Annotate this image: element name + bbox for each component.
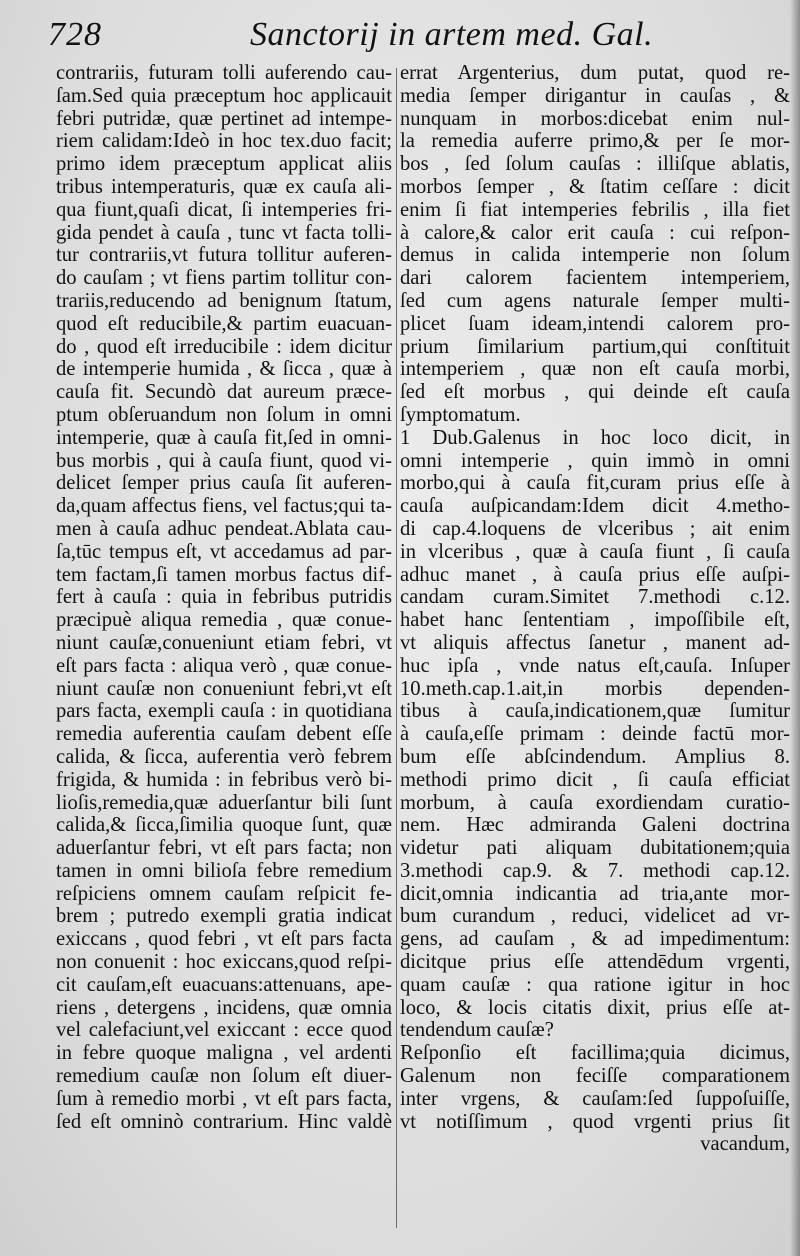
text-line: cauſa auſpicandam:Idem dicit 4.metho- xyxy=(400,495,790,518)
text-line: riem calidam:Ideò in hoc tex.duo facit; xyxy=(56,130,392,153)
text-line: tamen in omni bilioſa febre remedium xyxy=(56,859,392,882)
text-line: vt notiſſimum , quod vrgenti prius ſit xyxy=(400,1110,790,1133)
text-line: da,quam affectus fiens, vel factus;qui ta- xyxy=(56,495,392,518)
text-line: Galenum non feciſſe comparationem xyxy=(400,1065,790,1088)
text-line: in vlceribus , quæ à cauſa fiunt , ſi cauſa xyxy=(400,540,790,563)
text-line: vt aliquis affectus ſanetur , manent ad- xyxy=(400,631,790,654)
text-line: remedium cauſæ non ſolum eſt diuer- xyxy=(56,1065,392,1088)
text-line: plicet ſuam ideam,intendi calorem pro- xyxy=(400,312,790,335)
text-line: febri putridæ, quæ pertinet ad intempe- xyxy=(56,107,392,130)
text-line: cauſa fit. Secundò dat aureum præce- xyxy=(56,381,392,404)
text-line: do cauſam ; vt fiens partim tollitur con- xyxy=(56,267,392,290)
text-line: ſed eſt omninò contrarium. Hinc valdè xyxy=(56,1110,392,1133)
text-line: reſpiciens omnem cauſam reſpicit fe- xyxy=(56,882,392,905)
text-line: Reſponſio eſt facillima;quia dicimus, xyxy=(400,1042,790,1065)
text-line: enim ſi fiat intemperies febrilis , illa fiet xyxy=(400,198,790,221)
column-divider xyxy=(396,68,397,1228)
text-line: videtur pati aliquam dubitationem;quia xyxy=(400,837,790,860)
text-line: ſymptomatum. xyxy=(400,403,521,426)
text-line: bum eſſe abſcindendum. Amplius 8. xyxy=(400,745,790,768)
text-line: media ſemper dirigantur in cauſas , & xyxy=(400,84,790,107)
text-line: cit cauſam,eſt euacuans:attenuans, ape- xyxy=(56,973,392,996)
text-line: vacandum, xyxy=(700,1133,790,1156)
text-line: bum curandum , reduci, videlicet ad vr- xyxy=(400,905,790,928)
text-line: non conuenit : hoc exiccans,quod reſpi- xyxy=(56,951,392,974)
text-line: ſed eſt morbus , qui deinde eſt cauſa xyxy=(400,381,790,404)
text-line: methodi primo dicit , ſi cauſa efficiat xyxy=(400,768,790,791)
text-line: calida,& ſicca,ſimilia quoque ſunt, quæ xyxy=(56,814,392,837)
text-line: demus in calida intemperie non ſolum xyxy=(400,244,790,267)
text-line: quod eſt reducibile,& partim euacuan- xyxy=(56,312,392,335)
text-line: bos , ſed ſolum cauſas : illiſque ablatis, xyxy=(400,153,790,176)
text-line: trariis,reducendo ad benignum ſtatum, xyxy=(56,289,392,312)
text-line: à cauſa,eſſe primam : deinde factū mor- xyxy=(400,723,790,746)
text-line: inter vrgens, & cauſam:ſed ſuppoſuiſſe, xyxy=(400,1087,790,1110)
text-line: pars facta, exempli cauſa : in quotidiana xyxy=(56,700,392,723)
text-line: tem factam,ſi tamen morbus factus dif- xyxy=(56,563,392,586)
running-title: Sanctorij in artem med. Gal. xyxy=(250,16,654,53)
text-line: dicit,omnia indicantia ad tria,ante mor- xyxy=(400,882,790,905)
text-line: aduerſantur febri, vt eſt pars facta; non xyxy=(56,837,392,860)
text-line: frigida, & humida : in febribus verò bi- xyxy=(56,768,392,791)
text-line: dari calorem facientem intemperiem, xyxy=(400,267,790,290)
text-line: eſt pars facta : aliqua verò , quæ conue- xyxy=(56,654,392,677)
page-edge-shadow xyxy=(790,0,800,1256)
text-line: prium ſimilarium partium,qui conſtituit xyxy=(400,335,790,358)
text-line: candam curam.Simitet 7.methodi c.12. xyxy=(400,586,790,609)
text-line: gens, ad cauſam , & ad impedimentum: xyxy=(400,928,790,951)
text-line: 10.meth.cap.1.ait,in morbis dependen- xyxy=(400,677,790,700)
text-line: tribus intemperaturis, quæ ex cauſa ali- xyxy=(56,175,392,198)
text-line: habet hanc ſententiam , impoſſibile eſt, xyxy=(400,609,790,632)
text-line: men à cauſa adhuc pendeat.Ablata cau- xyxy=(56,517,392,540)
text-line: morbum, à cauſa exordiendam curatio- xyxy=(400,791,790,814)
text-line: in febre quoque maligna , vel ardenti xyxy=(56,1042,392,1065)
text-line: tibus à cauſa,indicationem,quæ ſumitur xyxy=(400,700,790,723)
text-line: 1 Dub.Galenus in hoc loco dicit, in xyxy=(400,426,790,449)
text-line: ſum à remedio morbi , vt eſt pars facta, xyxy=(56,1087,392,1110)
text-line: tur contrariis,vt futura tollitur auferen- xyxy=(56,244,392,267)
text-line: contrariis, futuram tolli auferendo cau- xyxy=(56,62,392,84)
text-line: præcipuè aliqua remedia , quæ conue- xyxy=(56,609,392,632)
text-line: primo idem præceptum applicat aliis xyxy=(56,153,392,176)
page-number: 728 xyxy=(48,16,102,53)
text-line: loco, & locis citatis dixit, prius eſſe at- xyxy=(400,996,790,1019)
text-line: 3.methodi cap.9. & 7. methodi cap.12. xyxy=(400,859,790,882)
text-line: nem. Hæc admiranda Galeni doctrina xyxy=(400,814,790,837)
text-line: dicitque prius eſſe attendēdum vrgenti, xyxy=(400,951,790,974)
text-line: ſa,tūc tempus eſt, vt accedamus ad par- xyxy=(56,540,392,563)
text-line: fert à cauſa : quia in febribus putridis xyxy=(56,586,392,609)
page-header xyxy=(0,14,800,64)
text-line: morbo,qui à cauſa fit,curam prius eſſe à xyxy=(400,472,790,495)
text-line: vel calefaciunt,vel exiccant : ecce quod xyxy=(56,1019,392,1042)
text-line: intemperiem , quæ non eſt cauſa morbi, xyxy=(400,358,790,381)
text-line: gida pendet à cauſa , tunc vt facta tolli- xyxy=(56,221,392,244)
text-line: do , quod eſt irreducibile : idem dicitur xyxy=(56,335,392,358)
text-line: di cap.4.loquens de vlceribus ; ait enim xyxy=(400,517,790,540)
text-line: tendendum cauſæ? xyxy=(400,1019,554,1042)
text-line: niunt cauſæ non conueniunt febri,vt eſt xyxy=(56,677,392,700)
text-line: huc ipſa , vnde natus eſt,cauſa. Inſuper xyxy=(400,654,790,677)
text-line: bus morbis , qui à cauſa fiunt, quod vi- xyxy=(56,449,392,472)
left-text-column xyxy=(56,62,392,1133)
text-line: morbos ſemper , & ſtatim ceſſare : dicit xyxy=(400,175,790,198)
text-line: remedia auferentia cauſam debent eſſe xyxy=(56,723,392,746)
text-line: adhuc manet , à cauſa prius eſſe auſpi- xyxy=(400,563,790,586)
text-line: nunquam in morbos:dicebat enim nul- xyxy=(400,107,790,130)
text-line: lioſis,remedia,quæ aduerſantur bili ſunt xyxy=(56,791,392,814)
text-line: brem ; putredo exempli gratia indicat xyxy=(56,905,392,928)
text-line: à calore,& calor erit cauſa : cui reſpon- xyxy=(400,221,790,244)
text-line: errat Argenterius, dum putat, quod re- xyxy=(400,62,790,84)
text-line: riens , detergens , incidens, quæ omnia xyxy=(56,996,392,1019)
text-line: delicet ſemper prius cauſa ſit auferen- xyxy=(56,472,392,495)
text-line: qua fiunt,quaſi dicat, ſi intemperies fri- xyxy=(56,198,392,221)
text-line: la remedia auferre primo,& per ſe mor- xyxy=(400,130,790,153)
text-line: quam cauſæ : qua ratione igitur in hoc xyxy=(400,973,790,996)
text-line: intemperie, quæ à cauſa fit,ſed in omni- xyxy=(56,426,392,449)
text-line: calida, & ſicca, auferentia verò febrem xyxy=(56,745,392,768)
right-text-column xyxy=(400,62,790,1156)
text-line: niunt cauſæ,conueniunt etiam febri, vt xyxy=(56,631,392,654)
text-line: omni intemperie , quin immò in omni xyxy=(400,449,790,472)
text-line: ptum obſeruandum non ſolum in omni xyxy=(56,403,392,426)
text-line: exiccans , quod febri , vt eſt pars facta xyxy=(56,928,392,951)
text-line: de intemperie humida , & ſicca , quæ à xyxy=(56,358,392,381)
text-line: ſed cum agens naturale ſemper multi- xyxy=(400,289,790,312)
text-line: ſam.Sed quia præceptum hoc applicauit xyxy=(56,84,392,107)
